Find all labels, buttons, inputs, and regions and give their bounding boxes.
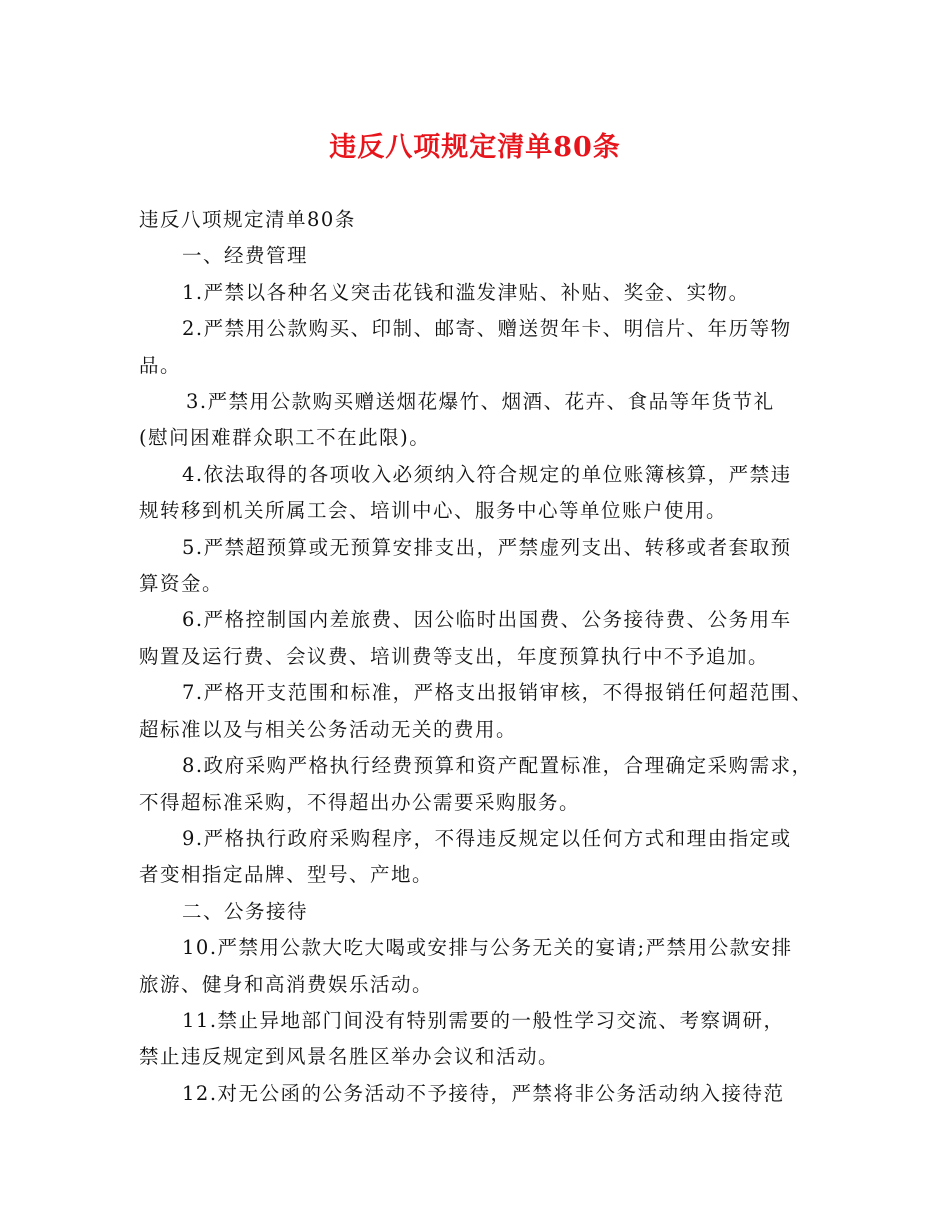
paragraph-line: 2.严禁用公款购买、印制、邮寄、赠送贺年卡、明信片、年历等物 [182, 317, 792, 341]
paragraph-line: 算资金。 [139, 572, 224, 596]
paragraph-line: 规转移到机关所属工会、培训中心、服务中心等单位账户使用。 [139, 499, 728, 523]
paragraph-line: (慰问困难群众职工不在此限)。 [139, 426, 431, 450]
paragraph-line: 超标准以及与相关公务活动无关的费用。 [139, 717, 518, 741]
section-heading: 一、经费管理 [182, 244, 309, 268]
paragraph-line: 5.严禁超预算或无预算安排支出，严禁虚列支出、转移或者套取预 [182, 535, 792, 559]
doc-subtitle-line: 违反八项规定清单80条 [139, 208, 356, 231]
paragraph-line: 12.对无公函的公务活动不予接待，严禁将非公务活动纳入接待范 [182, 1081, 785, 1105]
paragraph-line: 不得超标准采购，不得超出办公需要采购服务。 [139, 790, 581, 814]
paragraph-line: 1.严禁以各种名义突击花钱和滥发津贴、补贴、奖金、实物。 [182, 280, 750, 304]
section-heading: 二、公务接待 [182, 899, 309, 923]
paragraph-line: 3.严禁用公款购买赠送烟花爆竹、烟酒、花卉、食品等年货节礼 [186, 390, 775, 414]
paragraph-line: 者变相指定品牌、型号、产地。 [139, 863, 434, 887]
paragraph-line: 4.依法取得的各项收入必须纳入符合规定的单位账簿核算，严禁违 [182, 462, 792, 486]
paragraph-line: 购置及运行费、会议费、培训费等支出，年度预算执行中不予追加。 [139, 644, 770, 668]
paragraph-line: 6.严格控制国内差旅费、因公临时出国费、公务接待费、公务用车 [182, 608, 792, 632]
paragraph-line: 品。 [139, 353, 182, 377]
paragraph-line: 11.禁止异地部门间没有特别需要的一般性学习交流、考察调研， [182, 1008, 785, 1032]
paragraph-line: 8.政府采购严格执行经费预算和资产配置标准，合理确定采购需求， [182, 754, 813, 778]
paragraph-line: 7.严格开支范围和标准，严格支出报销审核，不得报销任何超范围、 [182, 681, 813, 705]
paragraph-line: 9.严格执行政府采购程序，不得违反规定以任何方式和理由指定或 [182, 826, 792, 850]
document-title: 违反八项规定清单80条 [329, 132, 621, 163]
document-body [139, 202, 811, 1112]
paragraph-line: 旅游、健身和高消费娱乐活动。 [139, 972, 434, 996]
paragraph-line: 10.严禁用公款大吃大喝或安排与公务无关的宴请;严禁用公款安排 [182, 936, 793, 960]
paragraph-line: 禁止违反规定到风景名胜区举办会议和活动。 [139, 1045, 560, 1069]
